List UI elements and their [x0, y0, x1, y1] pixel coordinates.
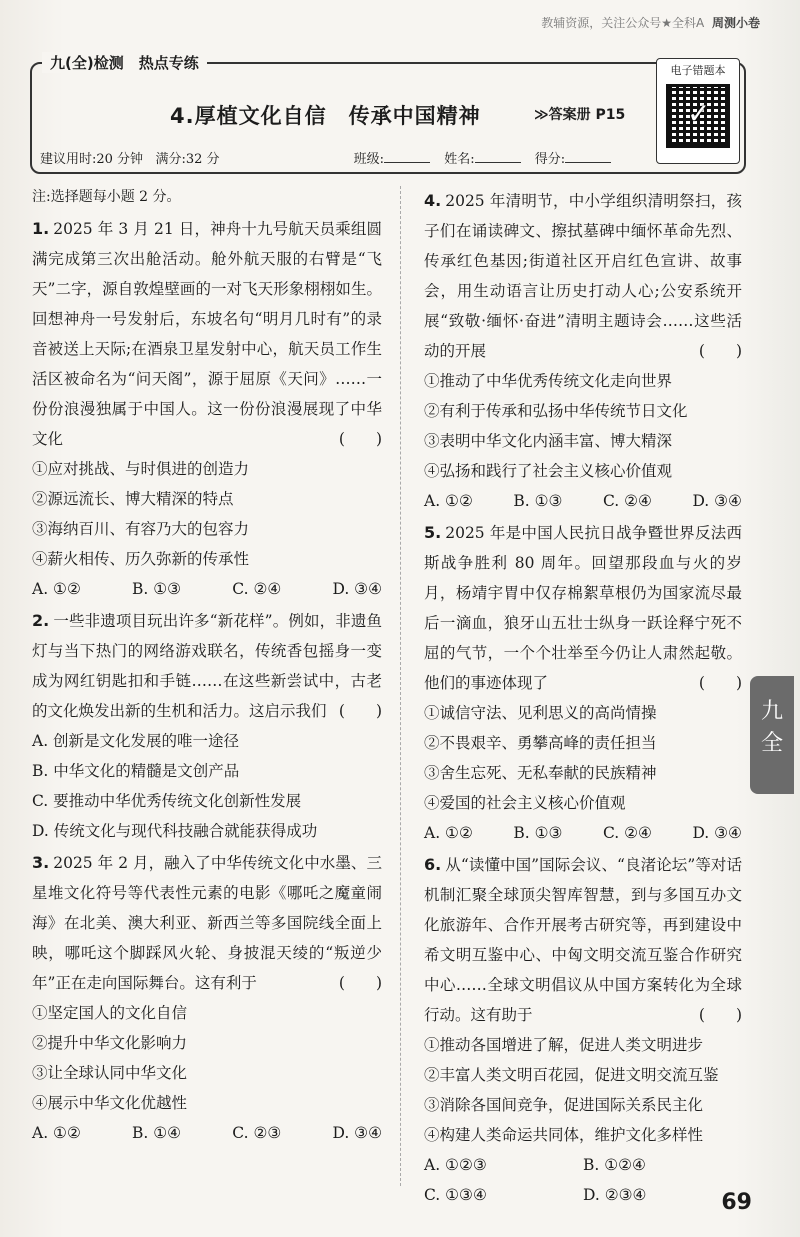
mark-label: 得分: [534, 152, 566, 167]
choice-c[interactable]: C. 要推动中华优秀传统文化创新性发展 [32, 792, 302, 810]
choice-c[interactable]: C. ②④ [602, 492, 652, 510]
time-label: 建议用时:20 分钟 [40, 152, 144, 167]
question-number: 5. [424, 523, 442, 542]
question-3 [32, 848, 382, 1148]
choice-row [424, 486, 742, 516]
choice-d[interactable]: D. ②③④ [583, 1186, 647, 1204]
choice-a[interactable]: A. ①② [424, 492, 473, 510]
option: ④展示中华文化优越性 [32, 1094, 188, 1112]
qr-label: 电子错题本 [670, 64, 726, 77]
side-tab-char-1: 九 [760, 699, 783, 724]
choice-grid [424, 1150, 742, 1210]
answer-bracket[interactable]: ( ) [698, 1006, 742, 1024]
side-tab-char-2: 全 [760, 731, 783, 756]
page-title: 4.厚植文化自信 传承中国精神 [170, 104, 481, 128]
option: ②有利于传承和弘扬中华传统节日文化 [424, 402, 688, 420]
question-number: 4. [424, 191, 442, 210]
question-4 [424, 186, 742, 516]
option: ①诚信守法、见利思义的高尚情操 [424, 704, 657, 722]
top-bar-brand: 周测小卷 [711, 16, 760, 30]
option: ②源远流长、博大精深的特点 [32, 490, 234, 508]
mark-blank[interactable] [565, 162, 611, 163]
qr-code-box[interactable] [656, 58, 740, 164]
choice-b[interactable]: B. 中华文化的精髓是文创产品 [32, 762, 240, 780]
answer-bracket[interactable]: ( ) [698, 342, 742, 360]
choice-b[interactable]: B. ①②④ [583, 1156, 646, 1174]
option: ①应对挑战、与时俱进的创造力 [32, 460, 250, 478]
answer-reference: ≫答案册 P15 [534, 107, 626, 123]
question-stem: 从“读懂中国”国际会议、“良渚论坛”等对话机制汇聚全球顶尖智库智慧，到与多国互办文化旅游年、合作开展考古研究等，再到建设中希文明互鉴中心、中匈文明交流互鉴合作研究中心……全球文明倡议从中国方案转化为全球行动。这有助于 [424, 856, 742, 1024]
answer-bracket[interactable]: ( ) [338, 974, 382, 992]
page-number: 69 [721, 1190, 752, 1215]
choice-c[interactable]: C. ①③④ [424, 1186, 487, 1204]
choice-d[interactable]: D. ③④ [332, 580, 382, 598]
worksheet-header [30, 54, 746, 174]
choice-row [32, 1118, 382, 1148]
choice-row [424, 818, 742, 848]
choice-c[interactable]: C. ②③ [232, 1124, 282, 1142]
question-2 [32, 606, 382, 846]
question-stem: 2025 年清明节，中小学组织清明祭扫，孩子们在诵读碑文、擦拭墓碑中缅怀革命先烈、传承红色基因;街道社区开启红色宣讲、故事会，用生动语言让历史打动人心;公安系统开展“致敬·缅怀·奋进”清明主题诗会……这些活动的开展 [424, 192, 742, 360]
choice-b[interactable]: B. ①④ [132, 1124, 182, 1142]
question-stem: 2025 年是中国人民抗日战争暨世界反法西斯战争胜利 80 周年。回望那段血与火的岁月，杨靖宇胃中仅存棉絮草根仍为国家流尽最后一滴血，狼牙山五壮士纵身一跃诠释宁死不屈的气节，一个个壮举至今仍让人肃然起敬。他们的事迹体现了 [424, 524, 742, 692]
choice-a[interactable]: A. ①② [32, 1124, 81, 1142]
option: ③舍生忘死、无私奉献的民族精神 [424, 764, 657, 782]
option: ②不畏艰辛、勇攀高峰的责任担当 [424, 734, 657, 752]
left-column [32, 186, 382, 1150]
choice-d[interactable]: D. ③④ [692, 824, 742, 842]
option: ③消除各国间竞争，促进国际关系民主化 [424, 1096, 704, 1114]
question-number: 6. [424, 855, 442, 874]
qr-code-icon[interactable] [666, 84, 730, 148]
choice-d[interactable]: D. ③④ [332, 1124, 382, 1142]
option: ③表明中华文化内涵丰富、博大精深 [424, 432, 673, 450]
choice-b[interactable]: B. ①③ [132, 580, 182, 598]
choice-a[interactable]: A. ①② [424, 824, 473, 842]
option: ③海纳百川、有容乃大的包容力 [32, 520, 250, 538]
header-meta [40, 148, 652, 167]
top-bar-text: 教辅资源，关注公众号★全科A [541, 16, 705, 30]
choice-a[interactable]: A. ①② [32, 580, 81, 598]
choice-c[interactable]: C. ②④ [232, 580, 282, 598]
option: ③让全球认同中华文化 [32, 1064, 188, 1082]
choice-c[interactable]: C. ②④ [602, 824, 652, 842]
answer-bracket[interactable]: ( ) [338, 702, 382, 720]
class-blank[interactable] [384, 162, 430, 163]
question-stem: 2025 年 2 月，融入了中华传统文化中水墨、三星堆文化符号等代表性元素的电影《哪吒之魔童闹海》在北美、澳大利亚、新西兰等多国院线全面上映，哪吒这个脚踩风火轮、身披混天绫的“叛逆少年”正在走向国际舞台。这有利于 [32, 854, 382, 992]
option: ④爱国的社会主义核心价值观 [424, 794, 626, 812]
class-label: 班级: [353, 152, 385, 167]
question-5 [424, 518, 742, 848]
question-stem: 一些非遗项目玩出许多“新花样”。例如，非遗鱼灯与当下热门的网络游戏联名，传统香包摇身一变成为网红钥匙扣和手链……在这些新尝试中，古老的文化焕发出新的生机和活力。这启示我们 [32, 612, 382, 720]
answer-bracket[interactable]: ( ) [698, 674, 742, 692]
answer-bracket[interactable]: ( ) [338, 430, 382, 448]
choice-b[interactable]: B. ①③ [513, 824, 563, 842]
name-blank[interactable] [475, 162, 521, 163]
question-number: 3. [32, 853, 50, 872]
option: ④构建人类命运共同体，维护文化多样性 [424, 1126, 704, 1144]
side-tab[interactable] [750, 676, 794, 794]
top-bar [541, 14, 760, 31]
series-label: 九(全)检测 热点专练 [42, 52, 207, 73]
question-number: 2. [32, 611, 50, 630]
question-1 [32, 214, 382, 604]
choice-d[interactable]: D. 传统文化与现代科技融合就能获得成功 [32, 822, 318, 840]
choice-a[interactable]: A. 创新是文化发展的唯一途径 [32, 732, 240, 750]
option: ①坚定国人的文化自信 [32, 1004, 188, 1022]
option: ④弘扬和践行了社会主义核心价值观 [424, 462, 673, 480]
option: ①推动了中华优秀传统文化走向世界 [424, 372, 673, 390]
score-label: 满分:32 分 [155, 152, 220, 167]
question-number: 1. [32, 219, 50, 238]
option: ②提升中华文化影响力 [32, 1034, 188, 1052]
choice-b[interactable]: B. ①③ [513, 492, 563, 510]
option: ①推动各国增进了解，促进人类文明进步 [424, 1036, 704, 1054]
choice-row [32, 574, 382, 604]
question-6 [424, 850, 742, 1210]
column-divider [400, 186, 401, 1186]
scoring-note: 注:选择题每小题 2 分。 [32, 189, 181, 205]
choice-a[interactable]: A. ①②③ [424, 1156, 487, 1174]
option: ②丰富人类文明百花园，促进文明交流互鉴 [424, 1066, 719, 1084]
option: ④薪火相传、历久弥新的传承性 [32, 550, 250, 568]
question-stem: 2025 年 3 月 21 日，神舟十九号航天员乘组圆满完成第三次出舱活动。舱外航天服的右臂是“飞天”二字，源自敦煌壁画的一对飞天形象栩栩如生。回想神舟一号发射后，东坡名句“明月几时有”的录音被送上天际;在酒泉卫星发射中心，航天员工作生活区被命名为“问天阁”，源于屈原《天问》……一份份浪漫独属于中国人。这一份份浪漫展现了中华文化 [32, 220, 382, 448]
name-label: 姓名: [444, 152, 475, 167]
right-column [424, 186, 742, 1212]
choice-d[interactable]: D. ③④ [692, 492, 742, 510]
